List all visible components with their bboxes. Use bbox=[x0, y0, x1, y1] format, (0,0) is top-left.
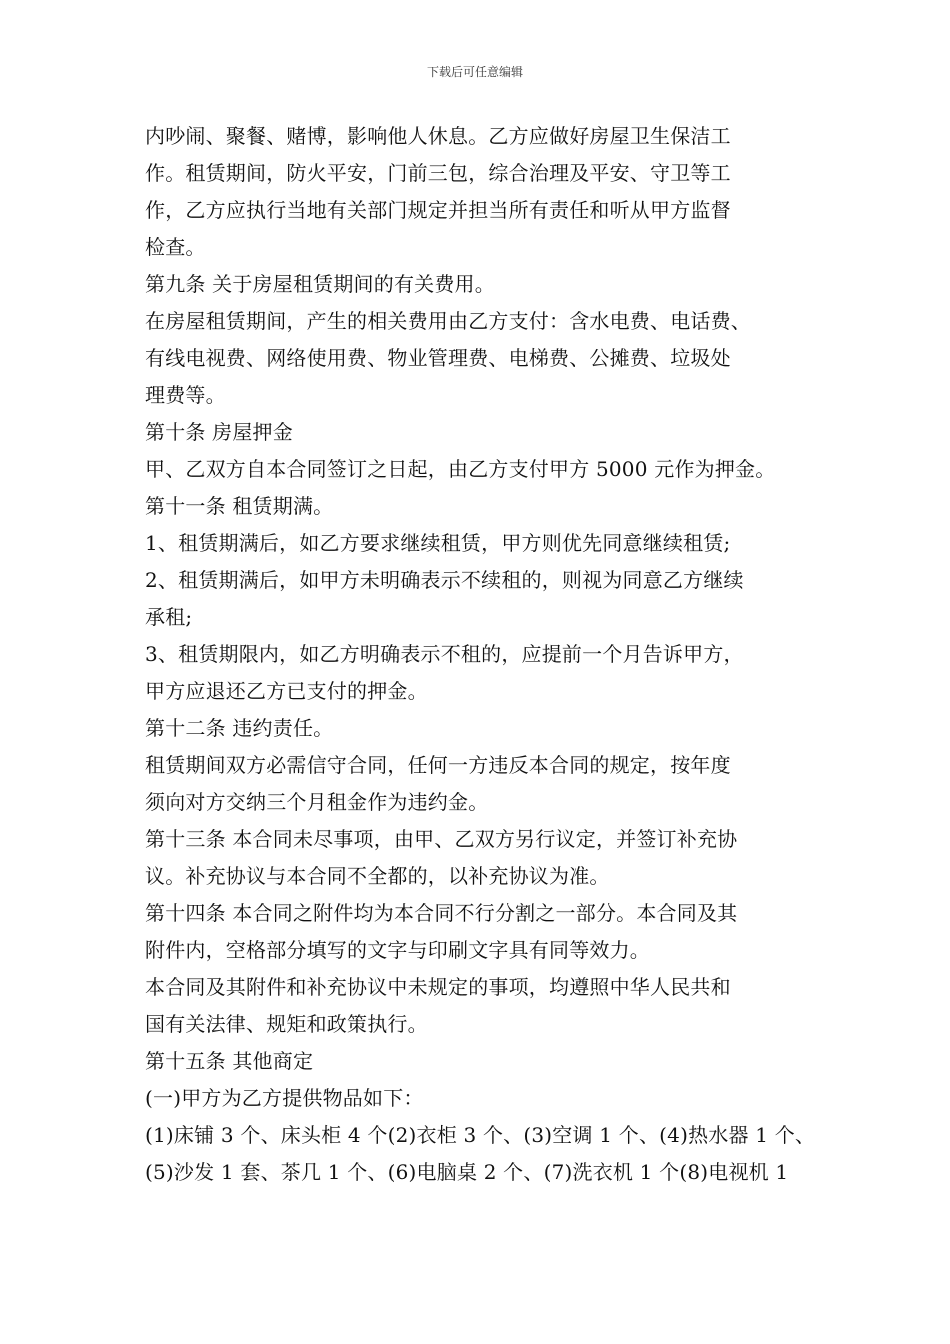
article-heading: 第十一条 租赁期满。 bbox=[145, 494, 334, 518]
article-heading: 第十五条 其他商定 bbox=[145, 1049, 314, 1073]
article-heading: 第九条 关于房屋租赁期间的有关费用。 bbox=[145, 272, 495, 296]
text-line: 作，乙方应执行当地有关部门规定并担当所有责任和听从甲方监督 bbox=[145, 198, 731, 222]
text-line: 有线电视费、网络使用费、物业管理费、电梯费、公摊费、垃圾处 bbox=[145, 346, 731, 370]
text-line: 甲方应退还乙方已支付的押金。 bbox=[145, 679, 428, 703]
text-line: (1)床铺 3 个、床头柜 4 个(2)衣柜 3 个、(3)空调 1 个、(4)热水器 1 个、 bbox=[145, 1123, 816, 1147]
text-line: 在房屋租赁期间，产生的相关费用由乙方支付：含水电费、电话费、 bbox=[145, 309, 751, 333]
text-line: 租赁期间双方必需信守合同，任何一方违反本合同的规定，按年度 bbox=[145, 753, 731, 777]
text-line: 理费等。 bbox=[145, 383, 226, 407]
text-line: 甲、乙双方自本合同签订之日起，由乙方支付甲方 5000 元作为押金。 bbox=[145, 457, 776, 481]
article-heading: 第十条 房屋押金 bbox=[145, 420, 293, 444]
text-line: (5)沙发 1 套、茶几 1 个、(6)电脑桌 2 个、(7)洗衣机 1 个(8)电视机 1 bbox=[145, 1160, 789, 1184]
text-line: (一)甲方为乙方提供物品如下： bbox=[145, 1086, 424, 1110]
article-heading: 第十二条 违约责任。 bbox=[145, 716, 334, 740]
text-line: 议。补充协议与本合同不全都的，以补充协议为准。 bbox=[145, 864, 610, 888]
text-line: 2、租赁期满后，如甲方未明确表示不续租的，则视为同意乙方继续 bbox=[145, 568, 744, 592]
page-header: 下载后可任意编辑 bbox=[426, 65, 523, 79]
text-line: 国有关法律、规矩和政策执行。 bbox=[145, 1012, 428, 1036]
text-line: 内吵闹、聚餐、赌博，影响他人休息。乙方应做好房屋卫生保洁工 bbox=[145, 124, 731, 148]
text-line: 检查。 bbox=[145, 235, 206, 259]
text-line: 1、租赁期满后，如乙方要求继续租赁，甲方则优先同意继续租赁; bbox=[145, 531, 731, 555]
article-heading: 第十四条 本合同之附件均为本合同不行分割之一部分。本合同及其 bbox=[145, 901, 738, 925]
document-body bbox=[145, 118, 817, 1191]
text-line: 附件内，空格部分填写的文字与印刷文字具有同等效力。 bbox=[145, 938, 650, 962]
text-line: 3、租赁期限内，如乙方明确表示不租的，应提前一个月告诉甲方， bbox=[145, 642, 744, 666]
article-heading: 第十三条 本合同未尽事项，由甲、乙双方另行议定，并签订补充协 bbox=[145, 827, 738, 851]
text-line: 须向对方交纳三个月租金作为违约金。 bbox=[145, 790, 489, 814]
text-line: 作。租赁期间，防火平安，门前三包，综合治理及平安、守卫等工 bbox=[145, 161, 731, 185]
text-line: 本合同及其附件和补充协议中未规定的事项，均遵照中华人民共和 bbox=[145, 975, 731, 999]
text-line: 承租; bbox=[145, 605, 193, 629]
